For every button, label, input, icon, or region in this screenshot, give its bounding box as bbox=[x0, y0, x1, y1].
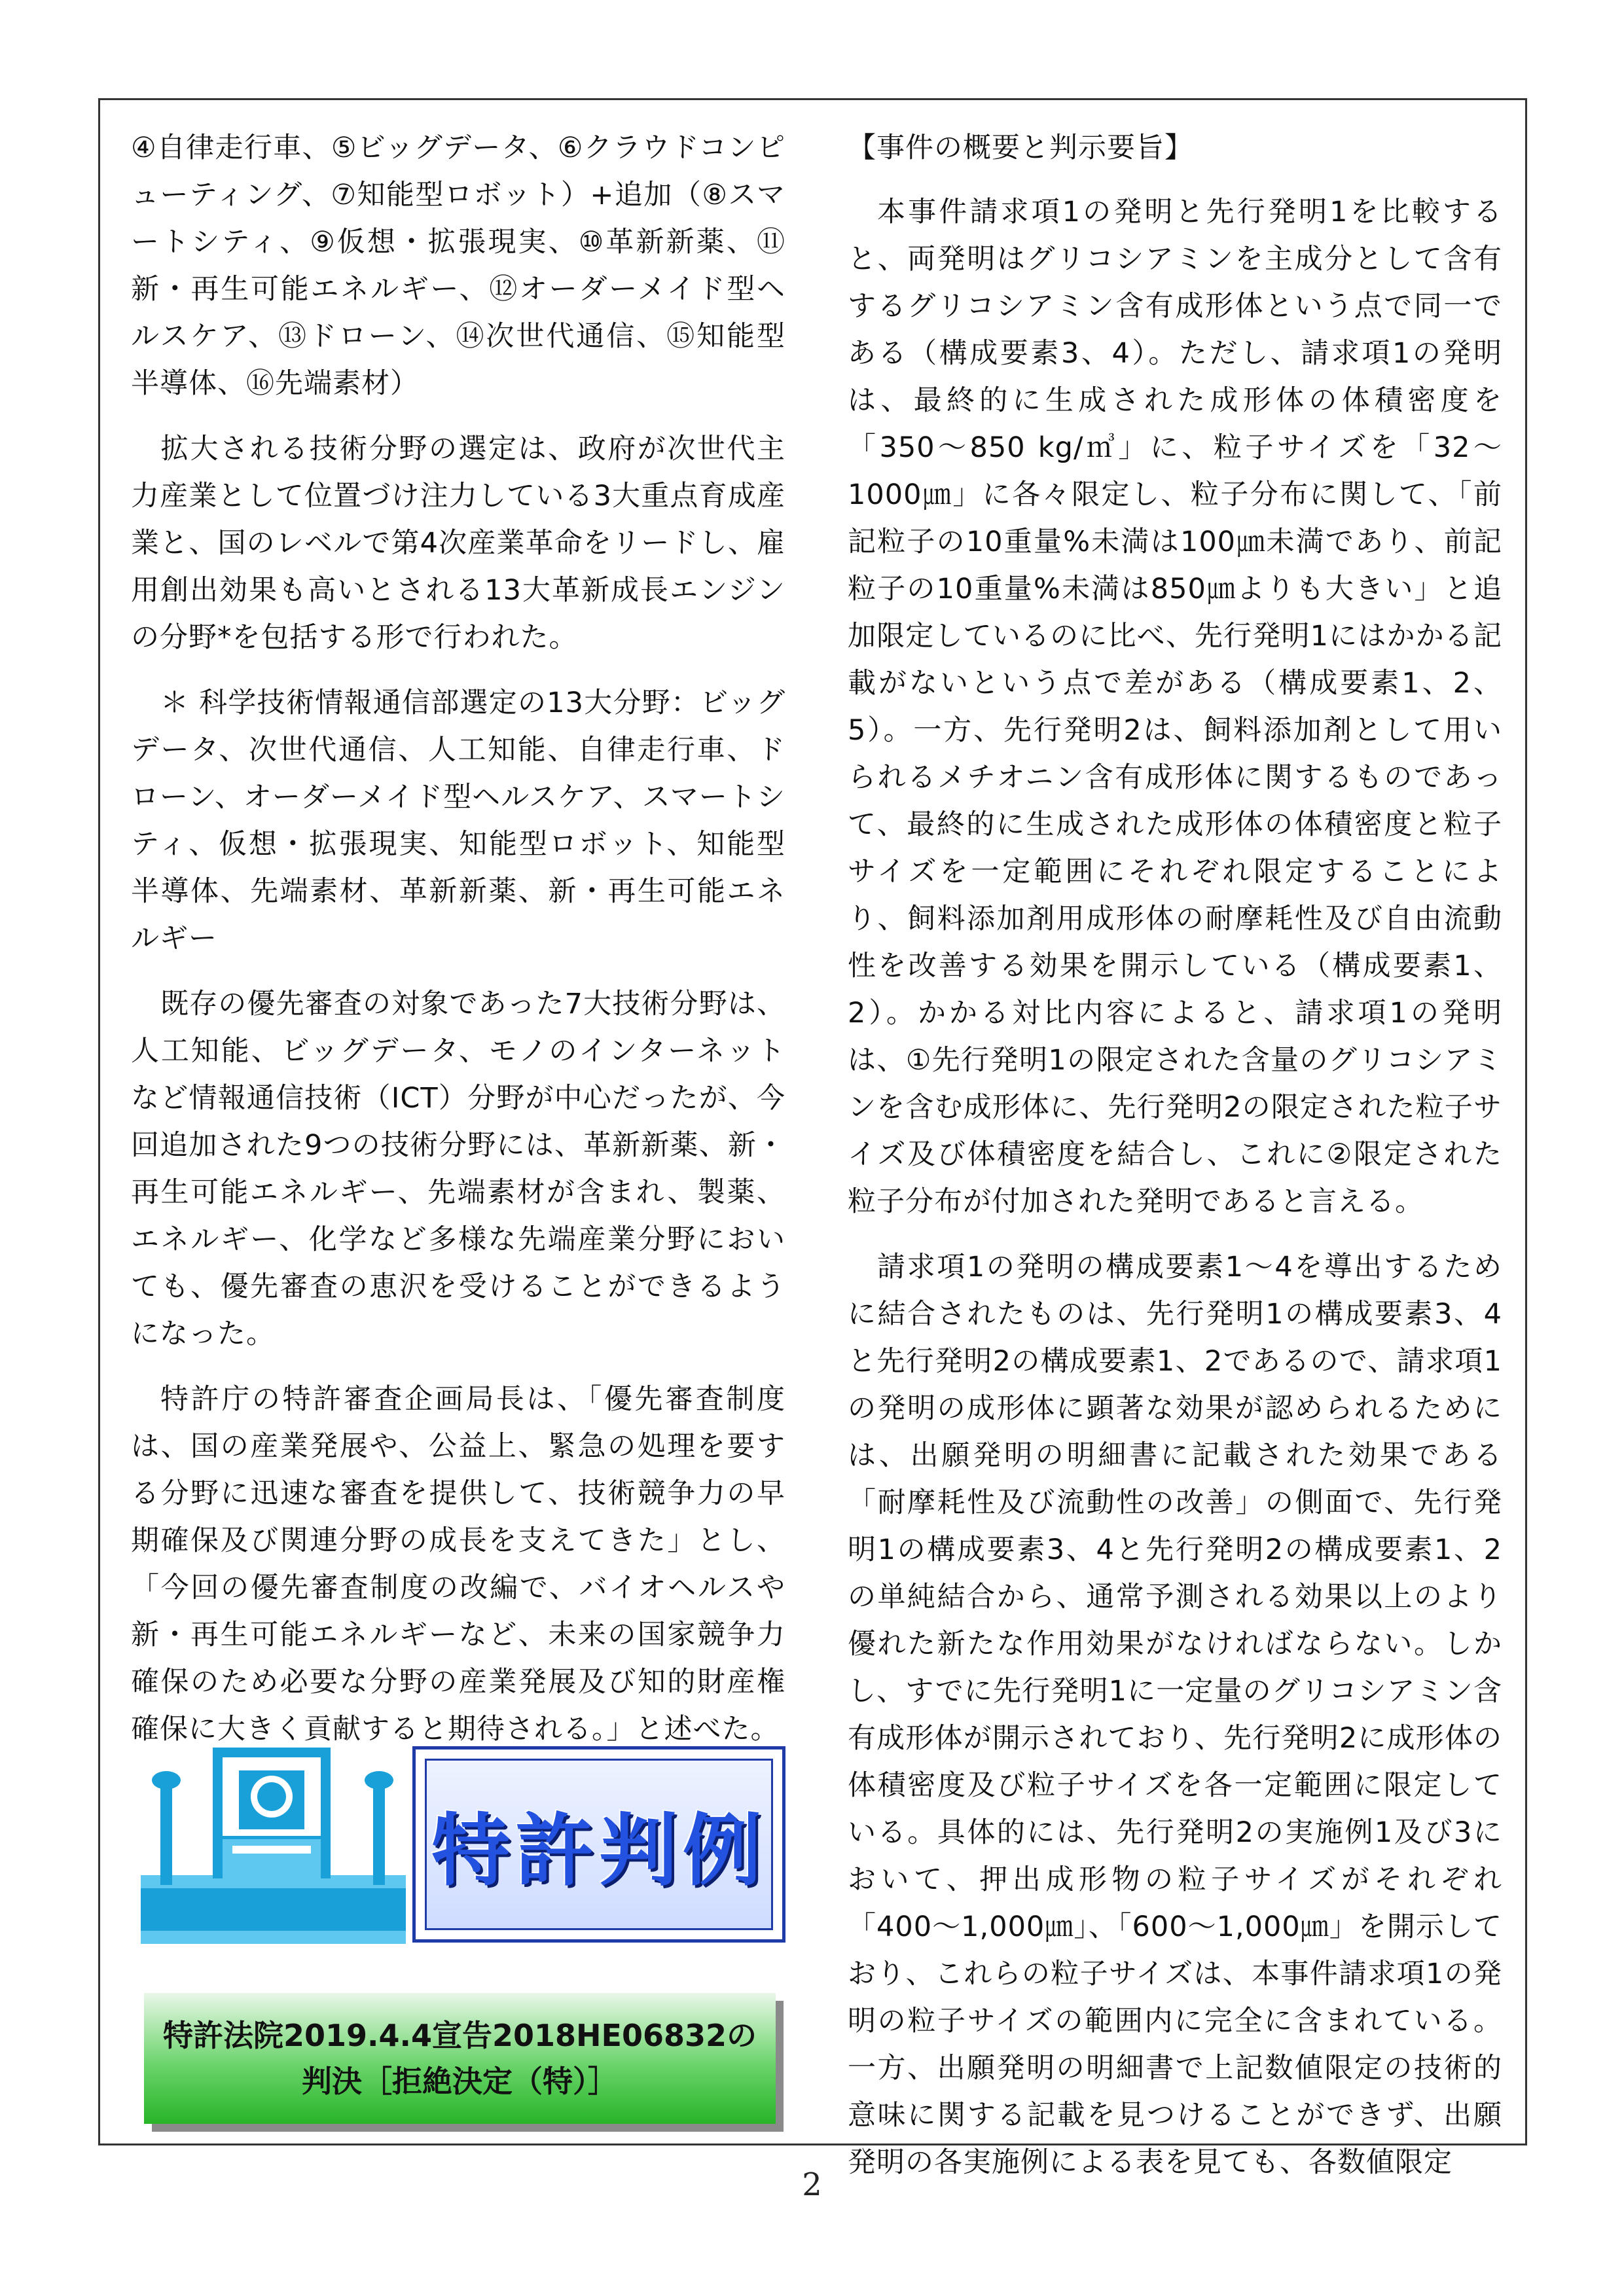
paragraph: 本事件請求項1の発明と先行発明1を比較すると、両発明はグリコシアミンを主成分として含有するグリコシアミン含有成形体という点で同一である（構成要素3、4）。ただし、請求項1の発明は、最終的に生成された成形体の体積密度を「350～850 kg/㎥」に、粒子サイズを「32～1000㎛」に各々限定し、粒子分布に関して、「前記粒子の10重量%未満は100㎛未満であり、前記粒子の10重量%未満は850㎛よりも大きい」と追加限定しているのに比べ、先行発明1にはかかる記載がないという点で差がある（構成要素1、2、5）。一方、先行発明2は、飼料添加剤として用いられるメチオニン含有成形体に関するものであって、最終的に生成された成形体の体積密度と粒子サイズを一定範囲にそれぞれ限定することにより、飼料添加剤用成形体の耐摩耗性及び自由流動性を改善する効果を開示している（構成要素1、2）。かかる対比内容によると、請求項1の発明は、①先行発明1の限定された含量のグリコシアミンを含む成形体に、先行発明2の限定された粒子サイズ及び体積密度を結合し、これに②限定された粒子分布が付加された発明であると言える。 bbox=[848, 196, 1502, 1218]
paragraph: 特許庁の特許審査企画局長は、「優先審査制度は、国の産業発展や、公益上、緊急の処理を要する分野に迅速な審査を提供して、技術競争力の早期確保及び関連分野の成長を支えてきた」とし、「今回の優先審査制度の改編で、バイオヘルスや新・再生可能エネルギーなど、未来の国家競争力確保のため必要な分野の産業発展及び知的財産権確保に大きく貢献すると期待される。」と述べた。 bbox=[131, 1383, 785, 1746]
section-heading: 【事件の概要と判示要旨】 bbox=[848, 132, 1193, 164]
right-column bbox=[848, 124, 1502, 2204]
case-caption-box bbox=[144, 1993, 776, 2124]
patent-case-banner bbox=[141, 1734, 785, 1977]
page-number: 2 bbox=[802, 2166, 822, 2203]
paragraph: ④自律走行車、⑤ビッグデータ、⑥クラウドコンピューティング、⑦知能型ロボット）+追加（⑧スマートシティ、⑨仮想・拡張現実、⑩革新新薬、⑪新・再生可能エネルギー、⑫オーダーメイド型ヘルスケア、⑬ドローン、⑭次世代通信、⑮知能型半導体、⑯先端素材） bbox=[131, 132, 785, 400]
courtroom-icon bbox=[141, 1734, 406, 1950]
paragraph: 既存の優先審査の対象であった7大技術分野は、人工知能、ビッグデータ、モノのインターネットなど情報通信技術（ICT）分野が中心だったが、今回追加された9つの技術分野には、革新新薬、新・再生可能エネルギー、先端素材が含まれ、製薬、エネルギー、化学など多様な先端産業分野においても、優先審査の恵沢を受けることができるようになった。 bbox=[131, 988, 785, 1350]
banner-title: 特許判例 bbox=[431, 1806, 767, 1897]
footnote-paragraph: ＊ 科学技術情報通信部選定の13大分野：ビッグデータ、次世代通信、人工知能、自律走行車、ドローン、オーダーメイド型ヘルスケア、スマートシティ、仮想・拡張現実、知能型ロボット、知能型半導体、先端素材、革新新薬、新・再生可能エネルギー bbox=[131, 687, 785, 955]
paragraph: 拡大される技術分野の選定は、政府が次世代主力産業として位置づけ注力している3大重点育成産業と、国のレベルで第4次産業革命をリードし、雇用創出効果も高いとされる13大革新成長エンジンの分野*を包括する形で行われた。 bbox=[131, 433, 785, 654]
left-column bbox=[131, 124, 785, 1771]
case-line-2: 判決［拒絶決定（特）］ bbox=[302, 2064, 618, 2099]
case-line-1: 特許法院2019.4.4宣告2018HE06832の bbox=[163, 2018, 757, 2053]
title-box bbox=[412, 1746, 785, 1943]
paragraph: 請求項1の発明の構成要素1～4を導出するために結合されたものは、先行発明1の構成要素3、4と先行発明2の構成要素1、2であるので、請求項1の発明の成形体に顕著な効果が認められるためには、出願発明の明細書に記載された効果である「耐摩耗性及び流動性の改善」の側面で、先行発明1の構成要素3、4と先行発明2の構成要素1、2の単純結合から、通常予測される効果以上のより優れた新たな作用効果がなければならない。しかし、すでに先行発明1に一定量のグリコシアミン含有成形体が開示されており、先行発明2に成形体の体積密度及び粒子サイズを各一定範囲に限定している。具体的には、先行発明2の実施例1及び3において、押出成形物の粒子サイズがそれぞれ「400～1,000㎛」、「600～1,000㎛」を開示しており、これらの粒子サイズは、本事件請求項1の発明の粒子サイズの範囲内に完全に含まれている。一方、出願発明の明細書で上記数値限定の技術的意味に関する記載を見つけることができず、出願発明の各実施例による表を見ても、各数値限定 bbox=[848, 1251, 1502, 2179]
